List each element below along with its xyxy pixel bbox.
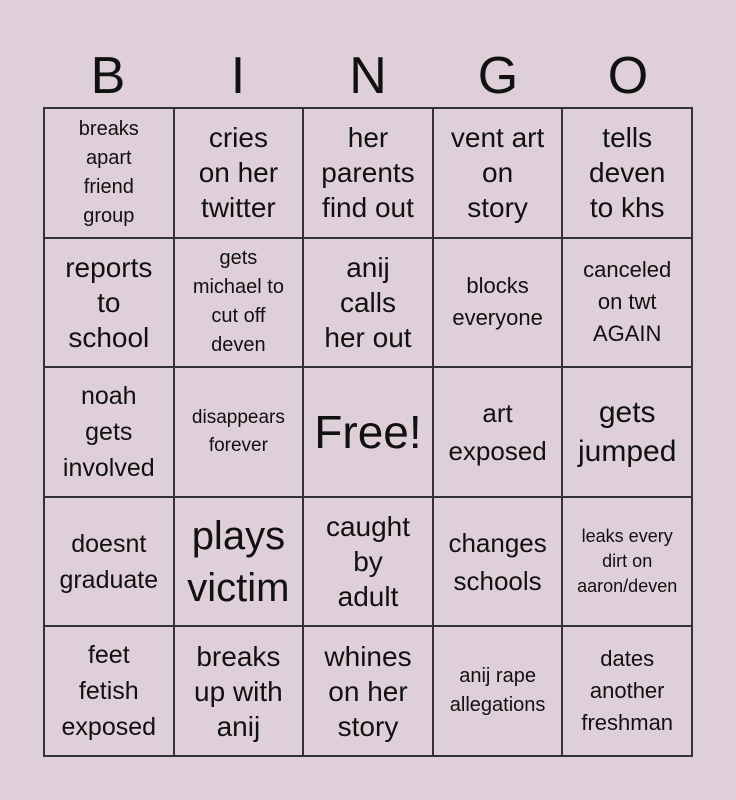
bingo-cell[interactable] (433, 108, 563, 238)
bingo-cell[interactable] (562, 367, 692, 497)
cell-text: leaks every dirt on aaron/deven (577, 526, 678, 597)
bingo-cell[interactable] (44, 497, 174, 627)
bingo-cell[interactable] (433, 626, 563, 756)
bingo-cell[interactable] (174, 497, 304, 627)
bingo-cell[interactable] (303, 367, 433, 497)
cell-text: gets michael to cut off deven (192, 247, 284, 357)
bingo-cell[interactable] (303, 497, 433, 627)
header-letter-o: O (607, 47, 649, 105)
cell-text: dates another freshman (581, 646, 674, 736)
cell-text: caught by adult (325, 511, 411, 613)
cell-text: anij calls her out (324, 251, 412, 353)
cell-text: feet fetish exposed (61, 641, 157, 742)
cell-text: canceled on twt AGAIN (583, 257, 672, 347)
bingo-cell[interactable] (174, 238, 304, 368)
header-letter-g: G (477, 47, 519, 105)
bingo-cell[interactable] (433, 238, 563, 368)
cell-text: doesnt graduate (59, 529, 159, 594)
bingo-cell[interactable] (303, 238, 433, 368)
bingo-cell[interactable] (174, 367, 304, 497)
cell-text: reports to school (65, 251, 153, 353)
header-letter-i: I (230, 47, 246, 105)
cell-text: Free! (314, 405, 422, 458)
cell-text: breaks apart friend group (78, 117, 139, 227)
header-letter-n: N (349, 47, 387, 105)
cell-text: gets jumped (577, 395, 677, 468)
cell-text: disappears forever (191, 406, 285, 456)
cell-text: art exposed (448, 397, 547, 466)
cell-text: plays victim (187, 513, 290, 610)
cell-text: vent art on story (450, 122, 545, 224)
bingo-cell[interactable] (174, 626, 304, 756)
bingo-header (43, 46, 693, 106)
bingo-cell[interactable] (303, 626, 433, 756)
bingo-cell[interactable] (303, 108, 433, 238)
cell-text: whines on her story (324, 640, 412, 742)
cell-text: changes schools (448, 527, 547, 596)
cell-text: blocks everyone (452, 273, 543, 331)
bingo-cell[interactable] (44, 238, 174, 368)
bingo-cell[interactable] (44, 108, 174, 238)
cell-text: tells deven to khs (589, 122, 666, 224)
header-letter-b: B (90, 47, 126, 105)
bingo-cell[interactable] (44, 367, 174, 497)
bingo-cell[interactable] (433, 367, 563, 497)
bingo-cell[interactable] (562, 108, 692, 238)
cell-text: cries on her twitter (198, 122, 279, 224)
bingo-cell[interactable] (562, 497, 692, 627)
cell-text: anij rape allegations (449, 665, 546, 717)
bingo-cell[interactable] (562, 626, 692, 756)
bingo-board (43, 107, 693, 757)
cell-text: her parents find out (321, 122, 415, 224)
bingo-cell[interactable] (562, 238, 692, 368)
bingo-cell[interactable] (44, 626, 174, 756)
cell-text: noah gets involved (62, 381, 155, 482)
bingo-cell[interactable] (433, 497, 563, 627)
cell-text: breaks up with anij (194, 640, 283, 742)
bingo-cell[interactable] (174, 108, 304, 238)
